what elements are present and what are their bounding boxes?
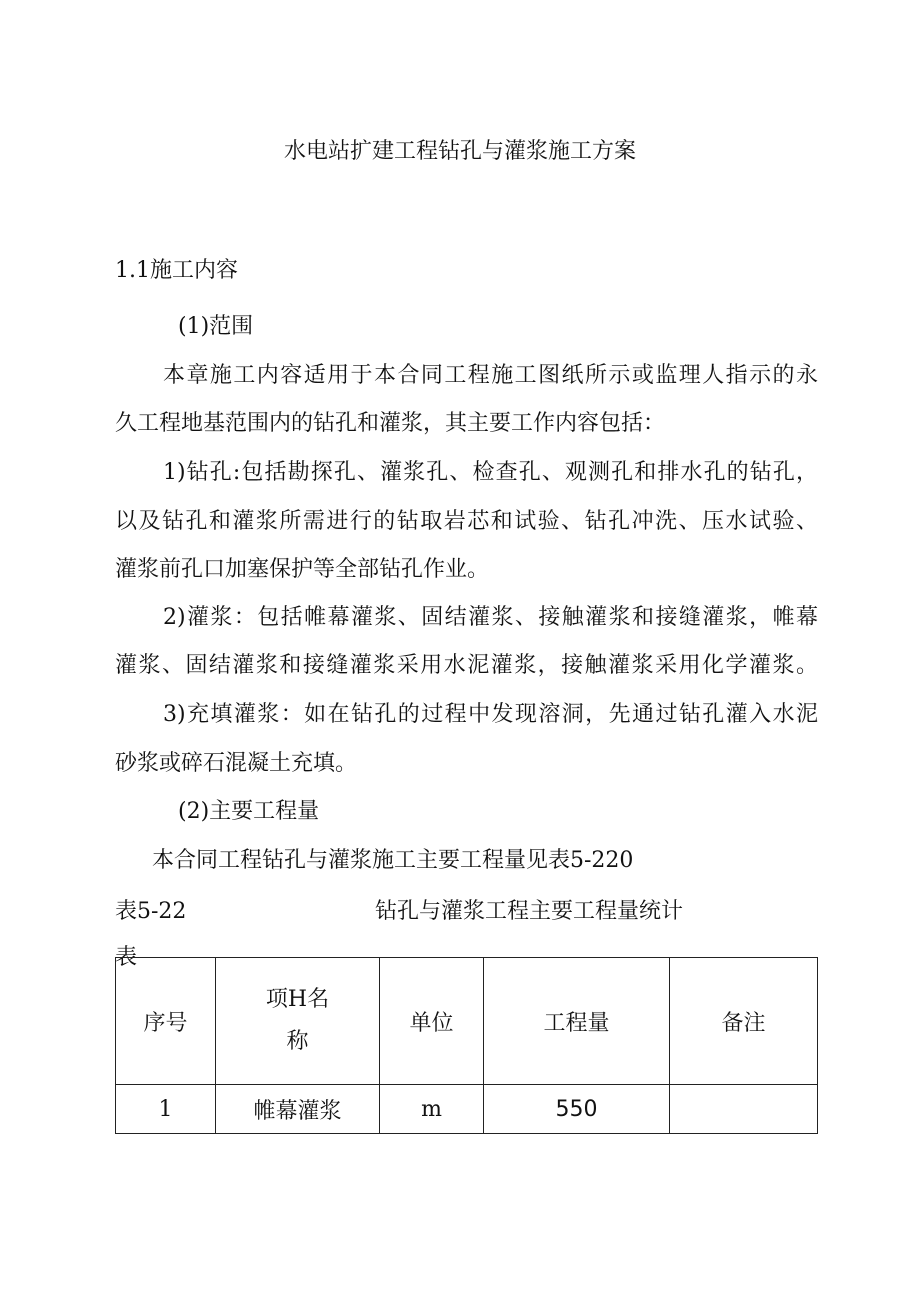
header-name-line-1: 项H名 (265, 987, 330, 1012)
table-header-row (116, 958, 818, 1085)
quantities-table (115, 957, 818, 1134)
item-filling-line-2: 砂浆或碎石混凝土充填。 (115, 751, 358, 776)
section-heading: 1.1施工内容 (115, 258, 238, 283)
subsection-scope: (1)范围 (178, 314, 254, 339)
header-unit: 单位 (380, 958, 484, 1085)
item-drilling-line-3: 灌浆前孔口加塞保护等全部钻孔作业。 (115, 557, 490, 582)
header-quantity: 工程量 (484, 958, 670, 1085)
document-title: 水电站扩建工程钻孔与灌浆施工方案 (283, 139, 636, 164)
table-caption-continued: 表 (115, 945, 138, 970)
para-quantities: 本合同工程钻孔与灌浆施工主要工程量见表5-220 (152, 848, 634, 873)
header-remark: 备注 (670, 958, 818, 1085)
item-drilling-line-2: 以及钻孔和灌浆所需进行的钻取岩芯和试验、钻孔冲洗、压水试验、 (115, 509, 818, 534)
cell-remark (670, 1085, 818, 1134)
item-grouting-line-2: 灌浆、固结灌浆和接缝灌浆采用水泥灌浆，接触灌浆采用化学灌浆。 (115, 653, 818, 678)
cell-no: 1 (116, 1085, 216, 1134)
header-name-line-2: 称 (286, 1029, 309, 1054)
subsection-quantities: (2)主要工程量 (178, 799, 320, 824)
header-name (216, 958, 380, 1085)
table-row (116, 1085, 818, 1134)
cell-unit: m (380, 1085, 484, 1134)
header-no: 序号 (116, 958, 216, 1085)
para-scope-line-2: 久工程地基范围内的钻孔和灌浆，其主要工作内容包括： (115, 411, 666, 436)
item-drilling-line-1: 1)钻孔:包括勘探孔、灌浆孔、检查孔、观测孔和排水孔的钻孔， (163, 460, 818, 485)
item-grouting-line-1: 2)灌浆：包括帷幕灌浆、固结灌浆、接触灌浆和接缝灌浆，帷幕 (163, 605, 818, 630)
table-label: 表5-22 (115, 899, 187, 924)
para-scope-line-1: 本章施工内容适用于本合同工程施工图纸所示或监理人指示的永 (163, 363, 818, 388)
table-caption: 钻孔与灌浆工程主要工程量统计 (375, 899, 684, 924)
item-filling-line-1: 3)充填灌浆：如在钻孔的过程中发现溶洞，先通过钻孔灌入水泥 (163, 702, 818, 727)
cell-quantity: 550 (484, 1085, 670, 1134)
cell-name: 帷幕灌浆 (216, 1085, 380, 1134)
